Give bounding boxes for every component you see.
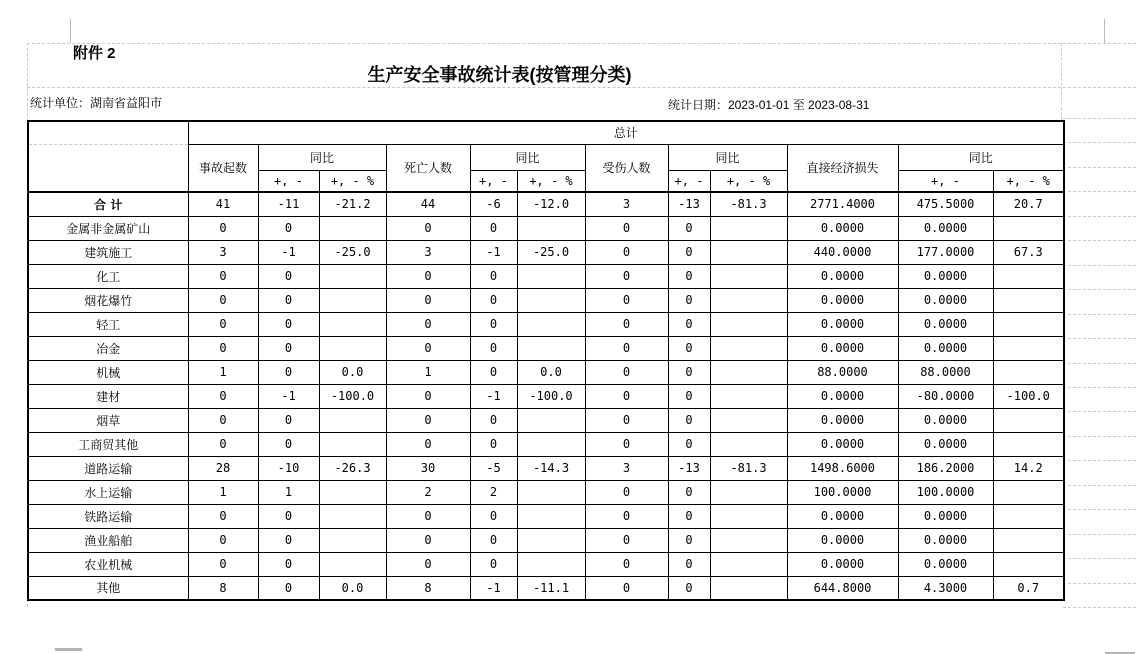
table-cell[interactable]: 0: [258, 576, 319, 600]
table-cell[interactable]: -26.3: [319, 456, 386, 480]
gridline: [1063, 363, 1136, 364]
table-cell[interactable]: 0: [470, 408, 517, 432]
table-cell[interactable]: 1: [386, 360, 470, 384]
table-cell[interactable]: [710, 288, 787, 312]
col-header-yoy-diff[interactable]: +, -: [668, 170, 710, 192]
table-cell[interactable]: -100.0: [517, 384, 585, 408]
table-cell[interactable]: 0.0000: [898, 312, 993, 336]
table-cell[interactable]: [993, 288, 1064, 312]
table-cell[interactable]: 0.0000: [787, 216, 898, 240]
table-cell[interactable]: 1: [258, 480, 319, 504]
table-cell[interactable]: 0: [470, 360, 517, 384]
gridline: [1063, 265, 1136, 266]
table-row: [28, 312, 1064, 336]
col-header-injuries[interactable]: 受伤人数: [585, 144, 668, 192]
table-cell[interactable]: 0: [585, 264, 668, 288]
table-cell[interactable]: [993, 216, 1064, 240]
gridline: [1063, 240, 1136, 241]
table-cell[interactable]: 88.0000: [898, 360, 993, 384]
table-cell[interactable]: -100.0: [993, 384, 1064, 408]
table-cell[interactable]: -1: [470, 240, 517, 264]
gridline: [29, 144, 188, 145]
table-cell[interactable]: 0: [188, 336, 258, 360]
table-cell[interactable]: 0: [585, 240, 668, 264]
table-cell[interactable]: 440.0000: [787, 240, 898, 264]
table-cell[interactable]: [517, 312, 585, 336]
table-cell[interactable]: -100.0: [319, 384, 386, 408]
table-cell[interactable]: 0: [188, 408, 258, 432]
table-cell[interactable]: 0: [668, 264, 710, 288]
table-cell[interactable]: 0: [668, 528, 710, 552]
table-cell[interactable]: 0: [258, 432, 319, 456]
table-cell[interactable]: 2771.4000: [787, 192, 898, 216]
table-cell[interactable]: 0: [668, 384, 710, 408]
table-cell[interactable]: 0: [585, 216, 668, 240]
table-cell[interactable]: [710, 264, 787, 288]
table-cell[interactable]: [710, 384, 787, 408]
table-cell[interactable]: [710, 480, 787, 504]
table-row: [28, 264, 1064, 288]
table-row: [28, 288, 1064, 312]
table-cell[interactable]: 0: [470, 288, 517, 312]
table-cell[interactable]: 30: [386, 456, 470, 480]
table-cell[interactable]: [710, 504, 787, 528]
table-cell[interactable]: [993, 480, 1064, 504]
table-row: [28, 456, 1064, 480]
table-cell[interactable]: 0: [386, 552, 470, 576]
table-cell[interactable]: 41: [188, 192, 258, 216]
gridline: [1063, 289, 1136, 290]
table-cell[interactable]: 0: [668, 480, 710, 504]
table-cell[interactable]: -12.0: [517, 192, 585, 216]
col-header-yoy-pct[interactable]: +, - %: [710, 170, 787, 192]
table-cell[interactable]: 0.0000: [787, 552, 898, 576]
table-cell[interactable]: -1: [470, 384, 517, 408]
table-cell[interactable]: 88.0000: [787, 360, 898, 384]
row-label-cell[interactable]: 其他: [28, 576, 188, 600]
table-cell[interactable]: 0: [585, 360, 668, 384]
table-cell[interactable]: 0.0000: [787, 432, 898, 456]
table-cell[interactable]: 0.0000: [898, 336, 993, 360]
table-cell[interactable]: 0: [668, 360, 710, 384]
row-label-cell[interactable]: 冶金: [28, 336, 188, 360]
table-cell[interactable]: 44: [386, 192, 470, 216]
col-header-deaths[interactable]: 死亡人数: [386, 144, 470, 192]
table-cell[interactable]: [517, 432, 585, 456]
col-header-yoy-diff[interactable]: +, -: [470, 170, 517, 192]
table-cell[interactable]: 0: [386, 504, 470, 528]
table-cell[interactable]: 0.0000: [787, 528, 898, 552]
accident-stats-table: [27, 120, 1065, 601]
table-cell[interactable]: 14.2: [993, 456, 1064, 480]
table-cell[interactable]: 0: [188, 528, 258, 552]
table-cell[interactable]: [710, 528, 787, 552]
table-row: [28, 336, 1064, 360]
table-cell[interactable]: [517, 504, 585, 528]
row-label-cell[interactable]: 水上运输: [28, 480, 188, 504]
table-cell[interactable]: 3: [386, 240, 470, 264]
table-cell[interactable]: 0.0000: [898, 288, 993, 312]
table-row: [28, 504, 1064, 528]
table-cell[interactable]: 0: [585, 480, 668, 504]
table-cell[interactable]: [993, 408, 1064, 432]
table-cell[interactable]: 0: [585, 432, 668, 456]
gridline: [1063, 607, 1136, 608]
table-row: [28, 240, 1064, 264]
table-cell[interactable]: 3: [585, 456, 668, 480]
table-cell[interactable]: 0: [668, 336, 710, 360]
table-cell[interactable]: 0.0000: [787, 384, 898, 408]
column-gridline-tick: [70, 19, 71, 43]
table-cell[interactable]: 100.0000: [898, 480, 993, 504]
table-cell[interactable]: 0: [258, 528, 319, 552]
table-cell[interactable]: -25.0: [319, 240, 386, 264]
table-cell[interactable]: -5: [470, 456, 517, 480]
table-cell[interactable]: 0: [386, 264, 470, 288]
table-cell[interactable]: 0: [258, 216, 319, 240]
table-cell[interactable]: 0: [258, 288, 319, 312]
table-cell[interactable]: 0.0000: [787, 408, 898, 432]
table-cell[interactable]: -13: [668, 192, 710, 216]
table-cell[interactable]: [319, 480, 386, 504]
table-cell[interactable]: 0: [470, 552, 517, 576]
table-cell[interactable]: 0: [258, 552, 319, 576]
table-cell[interactable]: [710, 576, 787, 600]
table-cell[interactable]: [993, 312, 1064, 336]
table-cell[interactable]: 20.7: [993, 192, 1064, 216]
row-label-cell[interactable]: 道路运输: [28, 456, 188, 480]
table-cell[interactable]: 0: [668, 504, 710, 528]
table-cell[interactable]: 100.0000: [787, 480, 898, 504]
col-header-yoy[interactable]: 同比: [470, 144, 585, 170]
row-label-cell[interactable]: 渔业船舶: [28, 528, 188, 552]
row-label-cell[interactable]: 农业机械: [28, 552, 188, 576]
table-cell[interactable]: 4.3000: [898, 576, 993, 600]
table-cell[interactable]: 2: [386, 480, 470, 504]
table-cell[interactable]: 2: [470, 480, 517, 504]
table-cell[interactable]: [517, 288, 585, 312]
table-row: [28, 552, 1064, 576]
table-cell[interactable]: -21.2: [319, 192, 386, 216]
table-cell[interactable]: [319, 264, 386, 288]
table-cell[interactable]: [710, 312, 787, 336]
gridline: [1063, 387, 1136, 388]
table-row: [28, 216, 1064, 240]
table-cell[interactable]: [319, 432, 386, 456]
table-cell[interactable]: 0: [188, 288, 258, 312]
table-cell[interactable]: 0: [470, 336, 517, 360]
table-cell[interactable]: -13: [668, 456, 710, 480]
table-cell[interactable]: [517, 408, 585, 432]
attachment-label: 附件 2: [73, 45, 116, 62]
table-cell[interactable]: 8: [386, 576, 470, 600]
row-label-cell[interactable]: 烟草: [28, 408, 188, 432]
gridline: [1063, 142, 1136, 143]
table-cell[interactable]: 0: [258, 504, 319, 528]
grand-total-header-cell[interactable]: 总计: [188, 121, 1064, 144]
table-row: [28, 576, 1064, 600]
table-cell[interactable]: 186.2000: [898, 456, 993, 480]
row-label-cell[interactable]: 铁路运输: [28, 504, 188, 528]
table-row: [28, 480, 1064, 504]
table-cell[interactable]: 28: [188, 456, 258, 480]
table-cell[interactable]: [993, 264, 1064, 288]
table-cell[interactable]: 0: [188, 216, 258, 240]
gridline: [1063, 558, 1136, 559]
table-cell[interactable]: 0.0000: [787, 336, 898, 360]
table-cell[interactable]: 3: [188, 240, 258, 264]
table-cell[interactable]: 0: [258, 408, 319, 432]
table-cell[interactable]: [517, 264, 585, 288]
table-cell[interactable]: [993, 360, 1064, 384]
table-cell[interactable]: 0: [585, 552, 668, 576]
table-cell[interactable]: [993, 552, 1064, 576]
table-cell[interactable]: 0: [386, 312, 470, 336]
table-cell[interactable]: [319, 288, 386, 312]
gridline: [1063, 436, 1136, 437]
gridline: [1063, 460, 1136, 461]
table-row: [28, 360, 1064, 384]
stat-date-label: 统计日期：2023-01-01 至 2023-08-31: [668, 98, 870, 112]
gridline: [1063, 167, 1136, 168]
table-cell[interactable]: 0: [668, 432, 710, 456]
col-header-yoy-diff[interactable]: +, -: [898, 170, 993, 192]
table-cell[interactable]: [993, 336, 1064, 360]
table-header-row: [28, 121, 1064, 144]
table-cell[interactable]: [319, 552, 386, 576]
col-header-yoy[interactable]: 同比: [258, 144, 386, 170]
row-label-cell[interactable]: 化工: [28, 264, 188, 288]
table-cell[interactable]: [710, 408, 787, 432]
table-cell[interactable]: 0: [585, 528, 668, 552]
table-cell[interactable]: 0.0000: [898, 216, 993, 240]
table-cell[interactable]: [710, 336, 787, 360]
table-cell[interactable]: 0.0000: [898, 504, 993, 528]
gridline: [1063, 509, 1136, 510]
table-row: [28, 528, 1064, 552]
table-cell[interactable]: [319, 336, 386, 360]
row-label-cell[interactable]: 机械: [28, 360, 188, 384]
table-cell[interactable]: [710, 360, 787, 384]
row-label-cell[interactable]: 建材: [28, 384, 188, 408]
table-cell[interactable]: -10: [258, 456, 319, 480]
bottom-edge-artifact: [55, 648, 82, 651]
row-label-cell[interactable]: 轻工: [28, 312, 188, 336]
table-cell[interactable]: 0: [258, 312, 319, 336]
table-row: [28, 384, 1064, 408]
table-cell[interactable]: 0: [668, 408, 710, 432]
table-cell[interactable]: -1: [470, 576, 517, 600]
table-cell[interactable]: 3: [585, 192, 668, 216]
row-label-cell[interactable]: 合 计: [28, 192, 188, 216]
table-cell[interactable]: 0: [188, 432, 258, 456]
table-cell[interactable]: [710, 240, 787, 264]
row-label-cell[interactable]: 烟花爆竹: [28, 288, 188, 312]
row-label-cell[interactable]: 金属非金属矿山: [28, 216, 188, 240]
table-cell[interactable]: 0: [585, 504, 668, 528]
table-cell[interactable]: 0: [188, 504, 258, 528]
table-cell[interactable]: 0: [386, 384, 470, 408]
table-cell[interactable]: 0: [585, 288, 668, 312]
table-cell[interactable]: 0.0000: [787, 312, 898, 336]
table-cell[interactable]: 0.0000: [787, 288, 898, 312]
table-cell[interactable]: 0: [258, 264, 319, 288]
table-cell[interactable]: -81.3: [710, 192, 787, 216]
gridline: [1063, 118, 1136, 119]
gridline: [1063, 583, 1136, 584]
table-row: [28, 192, 1064, 216]
table-cell[interactable]: 0.0: [319, 360, 386, 384]
table-cell[interactable]: 0: [386, 288, 470, 312]
table-cell[interactable]: 0: [386, 216, 470, 240]
table-cell[interactable]: -1: [258, 240, 319, 264]
table-cell[interactable]: 0: [585, 312, 668, 336]
table-cell[interactable]: 1498.6000: [787, 456, 898, 480]
table-cell[interactable]: 0.0000: [898, 408, 993, 432]
table-cell[interactable]: 0: [585, 384, 668, 408]
table-cell[interactable]: 644.8000: [787, 576, 898, 600]
table-cell[interactable]: -81.3: [710, 456, 787, 480]
table-cell[interactable]: 0: [585, 336, 668, 360]
col-header-accidents[interactable]: 事故起数: [188, 144, 258, 192]
page-break-line: [1061, 43, 1062, 120]
table-cell[interactable]: 0: [668, 216, 710, 240]
gridline: [1063, 191, 1136, 192]
gridline: [1063, 314, 1136, 315]
col-header-yoy-pct[interactable]: +, - %: [319, 170, 386, 192]
page-break-line: [27, 43, 1136, 44]
table-cell[interactable]: 0: [188, 312, 258, 336]
table-cell[interactable]: 0: [470, 216, 517, 240]
table-cell[interactable]: [710, 552, 787, 576]
table-cell[interactable]: -11: [258, 192, 319, 216]
table-cell[interactable]: 0: [386, 336, 470, 360]
table-row: [28, 432, 1064, 456]
table-cell[interactable]: 0.0000: [898, 552, 993, 576]
gridline: [1063, 216, 1136, 217]
row-label-cell[interactable]: 工商贸其他: [28, 432, 188, 456]
table-cell[interactable]: [319, 216, 386, 240]
table-cell[interactable]: [517, 552, 585, 576]
table-cell[interactable]: 0: [188, 384, 258, 408]
table-cell[interactable]: [319, 504, 386, 528]
table-cell[interactable]: 0: [258, 360, 319, 384]
table-cell[interactable]: 0: [668, 312, 710, 336]
table-cell[interactable]: 67.3: [993, 240, 1064, 264]
table-cell[interactable]: 8: [188, 576, 258, 600]
table-cell[interactable]: 0: [188, 552, 258, 576]
table-cell[interactable]: 0: [470, 312, 517, 336]
table-cell[interactable]: 0: [470, 432, 517, 456]
table-cell[interactable]: -1: [258, 384, 319, 408]
table-cell[interactable]: 0.0000: [787, 504, 898, 528]
table-cell[interactable]: 0.0: [517, 360, 585, 384]
column-gridline-tick: [1104, 19, 1105, 43]
table-cell[interactable]: 0: [470, 264, 517, 288]
table-cell[interactable]: 0: [668, 288, 710, 312]
table-cell[interactable]: 0: [470, 528, 517, 552]
table-cell[interactable]: [319, 408, 386, 432]
table-cell[interactable]: 475.5000: [898, 192, 993, 216]
col-header-yoy[interactable]: 同比: [898, 144, 1064, 170]
table-cell[interactable]: [993, 528, 1064, 552]
table-cell[interactable]: 0: [386, 432, 470, 456]
table-cell[interactable]: [993, 432, 1064, 456]
gridline: [1063, 338, 1136, 339]
table-cell[interactable]: -6: [470, 192, 517, 216]
table-cell[interactable]: 0.0000: [898, 528, 993, 552]
table-cell[interactable]: [319, 312, 386, 336]
col-header-yoy-diff[interactable]: +, -: [258, 170, 319, 192]
table-cell[interactable]: -25.0: [517, 240, 585, 264]
table-cell[interactable]: [517, 480, 585, 504]
table-cell[interactable]: [710, 216, 787, 240]
table-cell[interactable]: 0: [585, 576, 668, 600]
table-cell[interactable]: [517, 216, 585, 240]
col-header-economic-loss[interactable]: 直接经济损失: [787, 144, 898, 192]
table-cell[interactable]: 0: [386, 408, 470, 432]
row-label-cell[interactable]: 建筑施工: [28, 240, 188, 264]
table-cell[interactable]: -80.0000: [898, 384, 993, 408]
page-break-line: [27, 87, 1136, 88]
col-header-yoy-pct[interactable]: +, - %: [993, 170, 1064, 192]
page-title: 生产安全事故统计表(按管理分类): [367, 65, 632, 85]
table-cell[interactable]: [517, 336, 585, 360]
table-cell[interactable]: [517, 528, 585, 552]
table-cell[interactable]: 0.7: [993, 576, 1064, 600]
table-cell[interactable]: [710, 432, 787, 456]
table-cell[interactable]: 1: [188, 480, 258, 504]
table-cell[interactable]: 0: [258, 336, 319, 360]
table-cell[interactable]: 0: [470, 504, 517, 528]
gridline: [1063, 411, 1136, 412]
table-cell[interactable]: [993, 504, 1064, 528]
table-cell[interactable]: 0: [585, 408, 668, 432]
table-cell[interactable]: 1: [188, 360, 258, 384]
table-cell[interactable]: 0.0: [319, 576, 386, 600]
col-header-yoy[interactable]: 同比: [668, 144, 787, 170]
gridline: [1063, 534, 1136, 535]
table-cell[interactable]: 0: [386, 528, 470, 552]
table-cell[interactable]: -11.1: [517, 576, 585, 600]
table-cell[interactable]: 0.0000: [787, 264, 898, 288]
table-cell[interactable]: 0: [668, 240, 710, 264]
row-label-header-cell[interactable]: [28, 121, 188, 192]
table-cell[interactable]: 0: [188, 264, 258, 288]
col-header-yoy-pct[interactable]: +, - %: [517, 170, 585, 192]
gridline: [1063, 485, 1136, 486]
stat-unit-label: 统计单位：湖南省益阳市: [30, 96, 163, 110]
table-cell[interactable]: 0.0000: [898, 432, 993, 456]
table-cell[interactable]: 0: [668, 552, 710, 576]
table-cell[interactable]: 0: [668, 576, 710, 600]
table-row: [28, 408, 1064, 432]
table-cell[interactable]: 177.0000: [898, 240, 993, 264]
table-cell[interactable]: -14.3: [517, 456, 585, 480]
table-cell[interactable]: 0.0000: [898, 264, 993, 288]
table-cell[interactable]: [319, 528, 386, 552]
